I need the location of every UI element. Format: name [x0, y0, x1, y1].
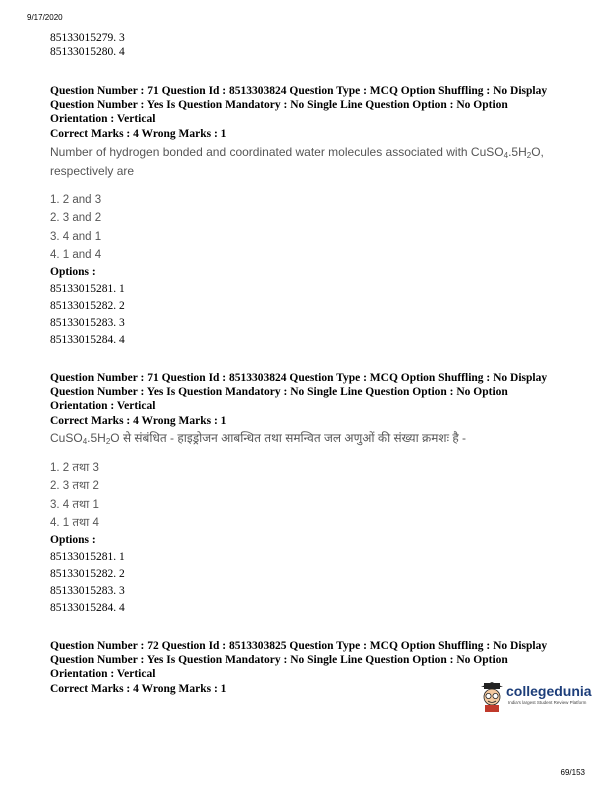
question-meta-line: Question Number : 71 Question Id : 8513303824 Question Type : MCQ Option Shuffling : No Display — [50, 85, 548, 97]
question-text: $CuSO_4.5H_2O$ से संबंधित - हाइड्रोजन आबन्धित तथा समन्वित जल अणुओं की संख्या क्रमशः है - — [50, 431, 467, 446]
option-line: 85133015280. 4 — [50, 46, 125, 58]
question-meta-line: Question Number : Yes Is Question Mandatory : No Single Line Question Option : No Option — [50, 99, 508, 111]
choice: 4. 1 तथा 4 — [50, 516, 99, 529]
choice: 3. 4 तथा 1 — [50, 498, 99, 511]
choice: 1. 2 and 3 — [50, 194, 102, 206]
collegedunia-logo — [478, 681, 592, 713]
q71-en-choices — [50, 191, 580, 264]
q71-hi-options — [50, 533, 580, 615]
choice: 4. 1 and 4 — [50, 248, 102, 261]
marks-line: Correct Marks : 4 Wrong Marks : 1 — [50, 128, 227, 140]
previous-options — [50, 31, 580, 59]
question-meta-line: Question Number : Yes Is Question Mandatory : No Single Line Question Option : No Option — [50, 654, 508, 666]
question-meta-line: Question Number : 72 Question Id : 8513303825 Question Type : MCQ Option Shuffling : No Display — [50, 640, 548, 652]
q71-en-header — [50, 84, 580, 141]
q71-en-options — [50, 265, 580, 347]
option-line: 85133015281. 1 — [50, 283, 125, 295]
choice: 3. 4 and 1 — [50, 230, 102, 243]
question-meta-line: Orientation : Vertical — [50, 668, 156, 680]
print-date: 9/17/2020 — [27, 13, 63, 22]
option-line: 85133015284. 4 — [50, 602, 125, 614]
option-line: 85133015281. 1 — [50, 551, 125, 563]
q71-hi-question — [50, 429, 580, 448]
option-line: 85133015284. 4 — [50, 334, 125, 346]
choice: 2. 3 and 2 — [50, 212, 102, 225]
question-meta-line: Question Number : 71 Question Id : 8513303824 Question Type : MCQ Option Shuffling : No Display — [50, 372, 548, 384]
choice: 1. 2 तथा 3 — [50, 462, 99, 474]
q71-hi-choices — [50, 459, 580, 532]
page-number: 69/153 — [560, 768, 585, 777]
question-text-line2: respectively are — [50, 164, 135, 178]
choice: 2. 3 तथा 2 — [50, 480, 99, 493]
options-label: Options : — [50, 534, 96, 546]
logo-wordmark: collegedunia — [506, 683, 592, 699]
options-label: Options : — [50, 266, 96, 278]
question-meta-line: Orientation : Vertical — [50, 400, 156, 412]
marks-line: Correct Marks : 4 Wrong Marks : 1 — [50, 683, 227, 695]
option-line: 85133015282. 2 — [50, 300, 125, 312]
option-line: 85133015283. 3 — [50, 317, 125, 329]
marks-line: Correct Marks : 4 Wrong Marks : 1 — [50, 415, 227, 427]
mascot-icon — [478, 681, 506, 713]
q71-hi-header — [50, 371, 580, 428]
option-line: 85133015282. 2 — [50, 568, 125, 580]
logo-tagline: India's largest Student Review Platform — [508, 700, 587, 705]
question-meta-line: Question Number : Yes Is Question Mandatory : No Single Line Question Option : No Option — [50, 386, 508, 398]
option-line: 85133015279. 3 — [50, 32, 125, 44]
question-text: Number of hydrogen bonded and coordinated water molecules associated with $CuSO_4.5H_2O$, — [50, 145, 544, 160]
question-meta-line: Orientation : Vertical — [50, 113, 156, 125]
q71-en-question — [50, 143, 580, 181]
option-line: 85133015283. 3 — [50, 585, 125, 597]
